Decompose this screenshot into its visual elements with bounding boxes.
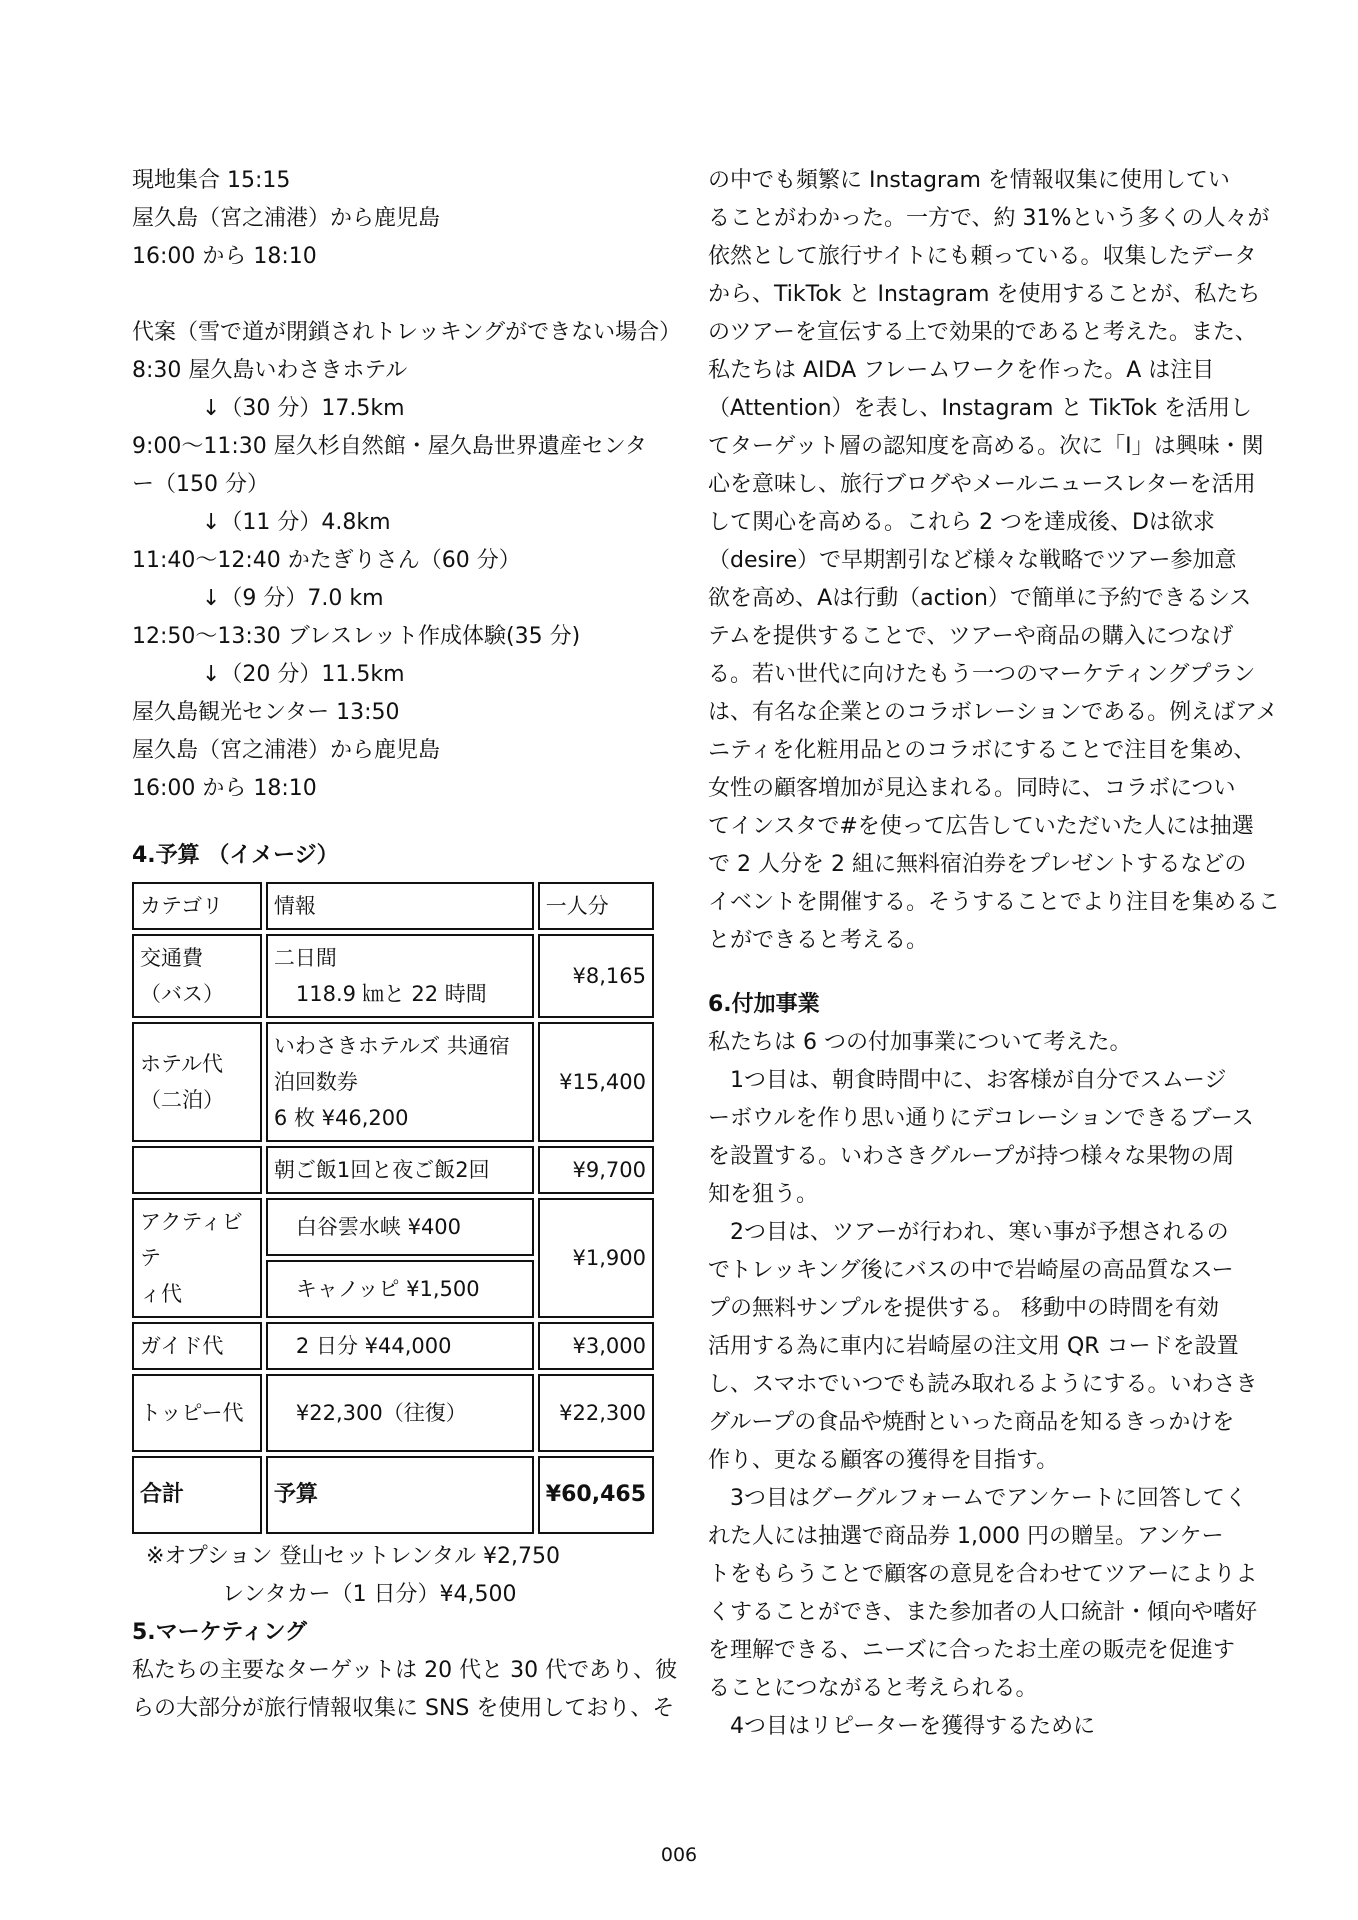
paragraph-line: イベントを開催する。そうすることでより注目を集めるこ: [708, 890, 1281, 915]
category-text: ィ代: [140, 1282, 182, 1306]
table-row-toppy: [132, 1374, 654, 1452]
info-text: 二日間: [273, 946, 337, 970]
cell-info: [266, 1260, 534, 1318]
paragraph-line: を理解できる、ニーズに合ったお土産の販売を促進す: [708, 1638, 1235, 1663]
schedule-line: 11:40〜12:40 かたぎりさん（60 分）: [132, 548, 521, 573]
info-text: 6 枚 ¥46,200: [273, 1106, 409, 1130]
paragraph-line: 3つ目はグーグルフォームでアンケートに回答してく: [730, 1486, 1247, 1511]
paragraph-line: （Attention）を表し、Instagram と TikTok を活用し: [708, 396, 1252, 421]
schedule-line: 現地集合 15:15: [132, 168, 291, 193]
cell-category: 合計: [132, 1456, 262, 1534]
left-column: [132, 162, 682, 1728]
paragraph-line: 女性の顧客増加が見込まれる。同時に、コラボについ: [708, 776, 1236, 801]
paragraph-line: らの大部分が旅行情報収集に SNS を使用しており、そ: [132, 1696, 675, 1721]
table-row-guide: [132, 1322, 654, 1370]
paragraph-line: くすることができ、また参加者の人口統計・傾向や嗜好: [708, 1600, 1258, 1625]
cell-info: 朝ご飯1回と夜ご飯2回: [266, 1146, 534, 1194]
info-text: いわさきホテルズ 共通宿: [273, 1034, 510, 1058]
info-text: 2 日分 ¥44,000: [295, 1334, 452, 1358]
paragraph-line: ることがわかった。一方で、約 31%という多くの人々が: [708, 206, 1270, 231]
cell-amount: ¥3,000: [538, 1322, 654, 1370]
cell-amount: ¥15,400: [538, 1022, 654, 1142]
paragraph-line: 活用する為に車内に岩崎屋の注文用 QR コードを設置: [708, 1334, 1239, 1359]
cell-amount: ¥8,165: [538, 934, 654, 1018]
budget-heading: 4.予算 （イメージ）: [132, 843, 339, 868]
paragraph-line: ーボウルを作り思い通りにデコレーションできるブース: [708, 1106, 1254, 1131]
paragraph-line: 私たちは 6 つの付加事業について考えた。: [708, 1030, 1132, 1055]
info-text: 118.9 ㎞と 22 時間: [295, 982, 487, 1006]
table-row-hotel: [132, 1022, 654, 1142]
paragraph-line: のツアーを宣伝する上で効果的であると考えた。また、: [708, 320, 1257, 345]
paragraph-line: 1つ目は、朝食時間中に、お客様が自分でスムージ: [730, 1068, 1227, 1093]
paragraph-line: 2つ目は、ツアーが行われ、寒い事が予想されるの: [730, 1220, 1229, 1245]
table-row-transport: [132, 934, 654, 1018]
paragraph-line: から、TikTok と Instagram を使用することが、私たち: [708, 282, 1261, 307]
header-category: カテゴリ: [132, 882, 262, 930]
marketing-paragraph: [708, 162, 1281, 960]
cell-amount: ¥1,900: [538, 1198, 654, 1318]
info-text: 白谷雲水峡 ¥400: [295, 1215, 462, 1239]
paragraph-line: し、スマホでいつでも読み取れるようにする。いわさき: [708, 1372, 1258, 1397]
paragraph-line: 欲を高め、Aは行動（action）で簡単に予約できるシス: [708, 586, 1252, 611]
cell-info: 予算: [266, 1456, 534, 1534]
cell-amount: ¥60,465: [538, 1456, 654, 1534]
page-number: 006: [660, 1844, 698, 1866]
info-text: 泊回数券: [273, 1070, 358, 1094]
paragraph-line: は、有名な企業とのコラボレーションである。例えばアメ: [708, 700, 1278, 725]
table-row-meal: [132, 1146, 654, 1194]
paragraph-line: 私たちは AIDA フレームワークを作った。A は注目: [708, 358, 1215, 383]
schedule-line: 屋久島（宮之浦港）から鹿児島: [132, 738, 441, 763]
cell-info: [266, 934, 534, 1018]
category-text: （バス）: [140, 982, 224, 1006]
budget-table: [128, 878, 658, 1538]
schedule-line: 12:50〜13:30 ブレスレット作成体験(35 分): [132, 624, 581, 649]
paragraph-line: で 2 人分を 2 組に無料宿泊券をプレゼントするなどの: [708, 852, 1247, 877]
category-text: （二泊）: [140, 1088, 224, 1112]
info-text: ¥22,300（往復）: [295, 1401, 467, 1425]
paragraph-line: ることにつながると考えられる。: [708, 1676, 1038, 1701]
schedule-line: 屋久島観光センター 13:50: [132, 700, 400, 725]
paragraph-line: る。若い世代に向けたもう一つのマーケティングプラン: [708, 662, 1256, 687]
schedule-line: ー（150 分）: [132, 472, 269, 497]
extra-item-2: [708, 1214, 1258, 1480]
cell-info: [266, 1322, 534, 1370]
header-per-person: 一人分: [538, 882, 654, 930]
paragraph-line: プの無料サンプルを提供する。 移動中の時間を有効: [708, 1296, 1220, 1321]
cell-category: [132, 1146, 262, 1194]
schedule-line: 8:30 屋久島いわさきホテル: [132, 358, 408, 383]
cell-amount: ¥22,300: [538, 1374, 654, 1452]
schedule-block: [132, 162, 662, 276]
paragraph-line: テムを提供することで、ツアーや商品の購入につなげ: [708, 624, 1234, 649]
table-row-activity: [132, 1198, 654, 1256]
paragraph-line: 心を意味し、旅行ブログやメールニュースレターを活用: [708, 472, 1256, 497]
option-note: ※オプション 登山セットレンタル ¥2,750: [146, 1544, 560, 1569]
cell-category: [132, 1022, 262, 1142]
table-row-total: [132, 1456, 654, 1534]
cell-category: トッピー代: [132, 1374, 262, 1452]
paragraph-line: （desire）で早期割引など様々な戦略でツアー参加意: [708, 548, 1237, 573]
paragraph-line: とができると考える。: [708, 928, 929, 953]
cell-category: [132, 1198, 262, 1318]
right-column: [708, 162, 1281, 1746]
paragraph-line: を設置する。いわさきグループが持つ様々な果物の周: [708, 1144, 1235, 1169]
cell-info: [266, 1198, 534, 1256]
paragraph-line: トをもらうことで顧客の意見を合わせてツアーによりよ: [708, 1562, 1258, 1587]
category-text: 交通費: [140, 946, 203, 970]
paragraph-line: して関心を高める。これら 2 つを達成後、Dは欲求: [708, 510, 1215, 535]
schedule-line: ↓（11 分）4.8km: [202, 510, 391, 535]
schedule-line: 屋久島（宮之浦港）から鹿児島: [132, 206, 441, 231]
paragraph-line: 知を狙う。: [708, 1182, 819, 1207]
alt-plan-schedule: [132, 352, 662, 808]
extra-item-1: [708, 1062, 1254, 1214]
paragraph-line: 私たちの主要なターゲットは 20 代と 30 代であり、彼: [132, 1658, 678, 1683]
info-text: キャノッピ ¥1,500: [295, 1277, 480, 1301]
paragraph-line: 依然として旅行サイトにも頼っている。収集したデータ: [708, 244, 1257, 269]
table-header-row: [132, 882, 654, 930]
extra-item-4: [708, 1708, 1248, 1746]
cell-info: [266, 1374, 534, 1452]
category-text: ホテル代: [140, 1052, 223, 1076]
paragraph-line: てインスタで#を使って広告していただいた人には抽選: [708, 814, 1254, 839]
category-text: アクティビテ: [140, 1210, 243, 1270]
schedule-line: ↓（30 分）17.5km: [202, 396, 405, 421]
paragraph-line: でトレッキング後にバスの中で岩崎屋の高品質なスー: [708, 1258, 1234, 1283]
schedule-line: ↓（9 分）7.0 km: [202, 586, 384, 611]
paragraph-line: グループの食品や焼酎といった商品を知るきっかけを: [708, 1410, 1235, 1435]
marketing-heading: 5.マーケティング: [132, 1620, 308, 1645]
paragraph-line: の中でも頻繁に Instagram を情報収集に使用してい: [708, 168, 1230, 193]
paragraph-line: れた人には抽選で商品券 1,000 円の贈呈。アンケー: [708, 1524, 1224, 1549]
schedule-line: 16:00 から 18:10: [132, 776, 317, 801]
paragraph-line: てターゲット層の認知度を高める。次に「I」は興味・関: [708, 434, 1264, 459]
schedule-line: 9:00〜11:30 屋久杉自然館・屋久島世界遺産センタ: [132, 434, 647, 459]
extra-business-heading: 6.付加事業: [708, 992, 820, 1017]
paragraph-line: 4つ目はリピーターを獲得するために: [730, 1714, 1096, 1739]
cell-info: [266, 1022, 534, 1142]
cell-category: [132, 934, 262, 1018]
header-info: 情報: [266, 882, 534, 930]
paragraph-line: ニティを化粧用品とのコラボにすることで注目を集め、: [708, 738, 1256, 763]
paragraph-line: 作り、更なる顧客の獲得を目指す。: [708, 1448, 1059, 1473]
alt-plan-title: 代案（雪で道が閉鎖されトレッキングができない場合）: [132, 320, 682, 345]
option-note-2: レンタカー（1 日分）¥4,500: [222, 1582, 517, 1607]
cell-amount: ¥9,700: [538, 1146, 654, 1194]
schedule-line: ↓（20 分）11.5km: [202, 662, 405, 687]
schedule-line: 16:00 から 18:10: [132, 244, 317, 269]
extra-item-3: [708, 1480, 1258, 1708]
cell-category: ガイド代: [132, 1322, 262, 1370]
